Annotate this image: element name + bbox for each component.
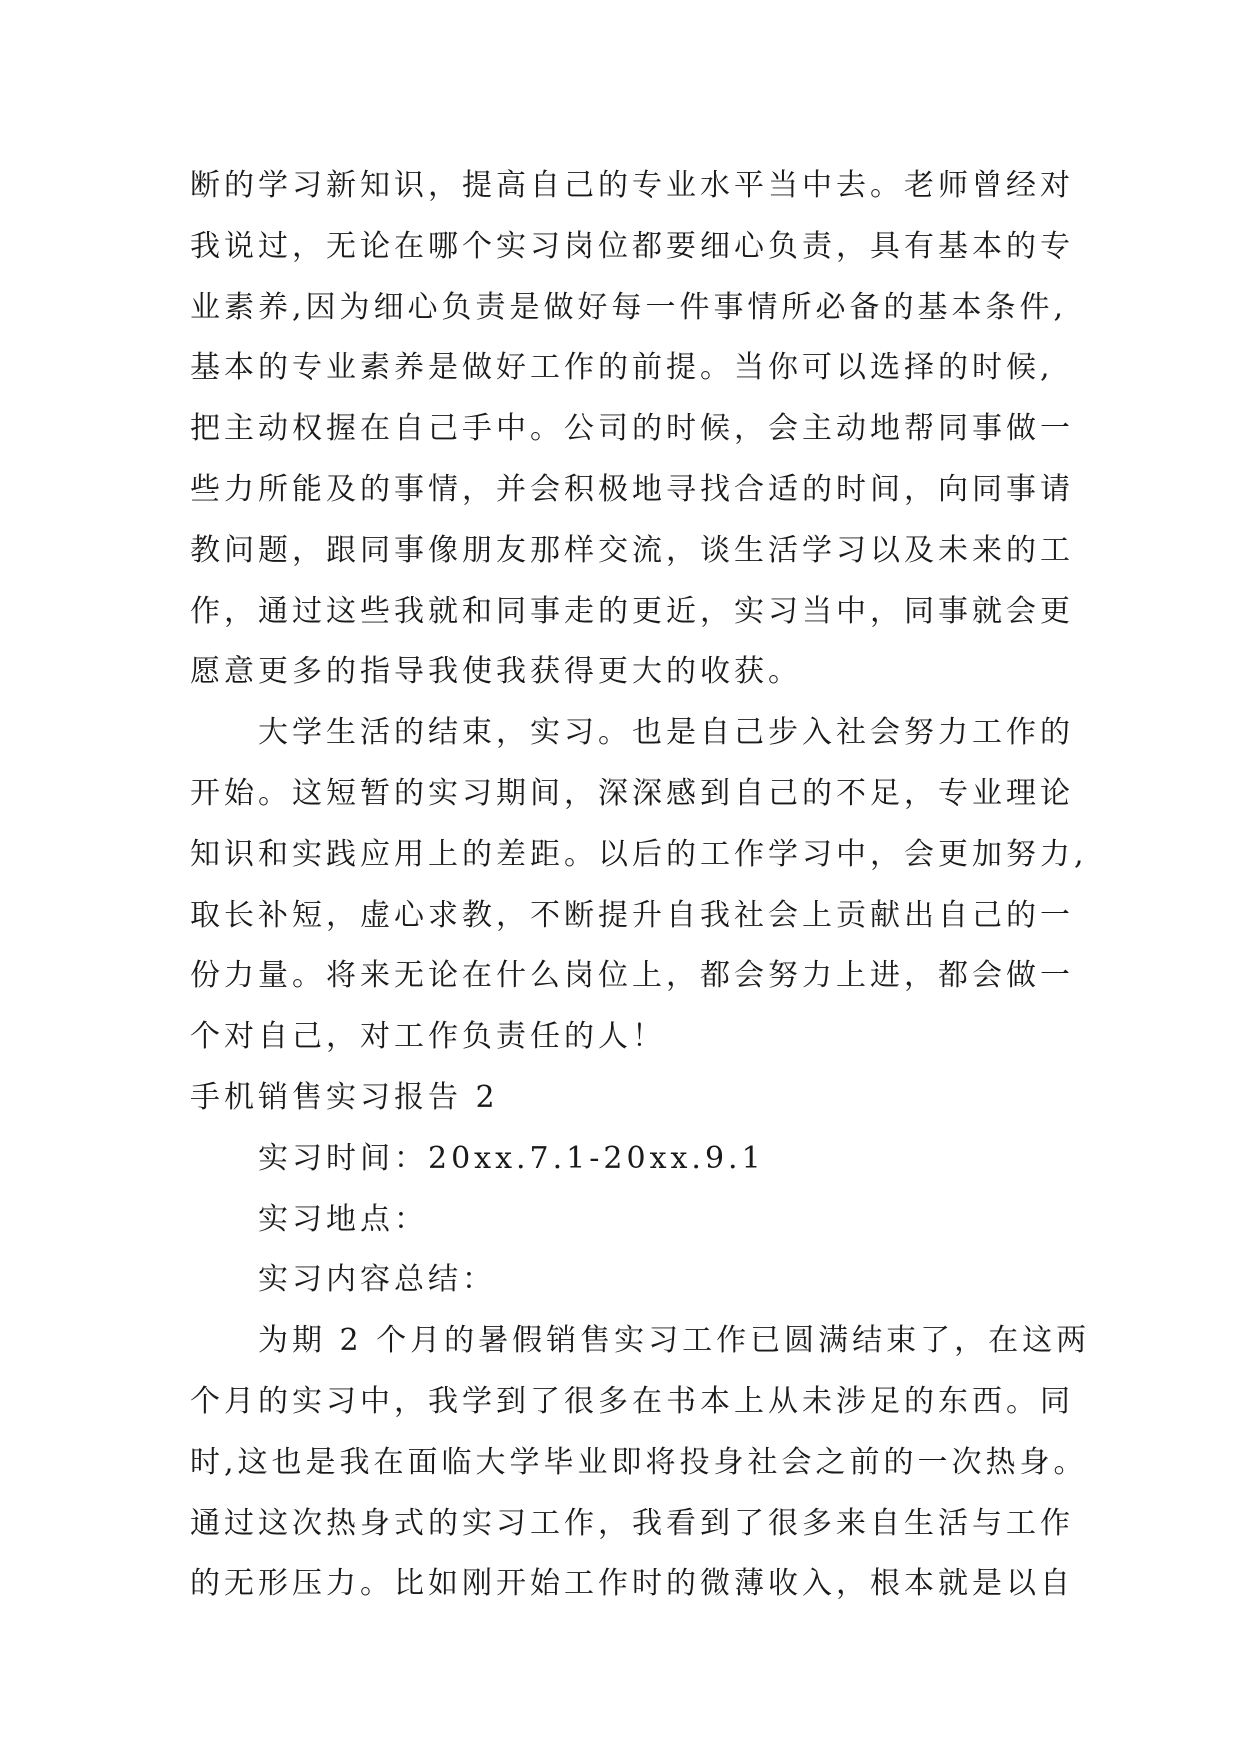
body-line: 个月的实习中，我学到了很多在书本上从未涉足的东西。同	[190, 1383, 1074, 1419]
internship-summary-label: 实习内容总结：	[258, 1262, 496, 1298]
document-body	[190, 162, 1090, 1621]
body-line: 教问题，跟同事像朋友那样交流，谈生活学习以及未来的工	[190, 532, 1074, 568]
internship-location-line: 实习地点：	[258, 1201, 428, 1237]
body-line: 取长补短，虚心求教，不断提升自我社会上贡献出自己的一	[190, 897, 1074, 933]
body-line: 时,这也是我在面临大学毕业即将投身社会之前的一次热身。	[190, 1444, 1088, 1480]
section-heading: 手机销售实习报告 2	[190, 1079, 499, 1115]
body-line: 愿意更多的指导我使我获得更大的收获。	[190, 654, 802, 690]
body-line: 把主动权握在自己手中。公司的时候，会主动地帮同事做一	[190, 411, 1074, 447]
body-line: 知识和实践应用上的差距。以后的工作学习中，会更加努力,	[190, 836, 1088, 872]
body-line: 些力所能及的事情，并会积极地寻找合适的时间，向同事请	[190, 471, 1074, 507]
body-line: 我说过，无论在哪个实习岗位都要细心负责，具有基本的专	[190, 228, 1074, 264]
internship-time-line: 实习时间：20xx.7.1-20xx.9.1	[258, 1140, 765, 1176]
body-line: 业素养,因为细心负责是做好每一件事情所必备的基本条件,	[190, 289, 1068, 325]
body-line: 作，通过这些我就和同事走的更近，实习当中，同事就会更	[190, 593, 1074, 629]
body-line: 的无形压力。比如刚开始工作时的微薄收入，根本就是以自	[190, 1566, 1074, 1602]
body-line: 开始。这短暂的实习期间，深深感到自己的不足，专业理论	[190, 775, 1074, 811]
body-line: 份力量。将来无论在什么岗位上，都会努力上进，都会做一	[190, 958, 1074, 994]
body-line: 通过这次热身式的实习工作，我看到了很多来自生活与工作	[190, 1505, 1074, 1541]
body-line: 断的学习新知识，提高自己的专业水平当中去。老师曾经对	[190, 168, 1074, 203]
paragraph-start-line: 大学生活的结束，实习。也是自己步入社会努力工作的	[258, 715, 1074, 751]
paragraph-start-line: 为期 2 个月的暑假销售实习工作已圆满结束了，在这两	[258, 1323, 1091, 1359]
body-line: 个对自己，对工作负责任的人！	[190, 1019, 666, 1055]
body-line: 基本的专业素养是做好工作的前提。当你可以选择的时候,	[190, 350, 1054, 386]
